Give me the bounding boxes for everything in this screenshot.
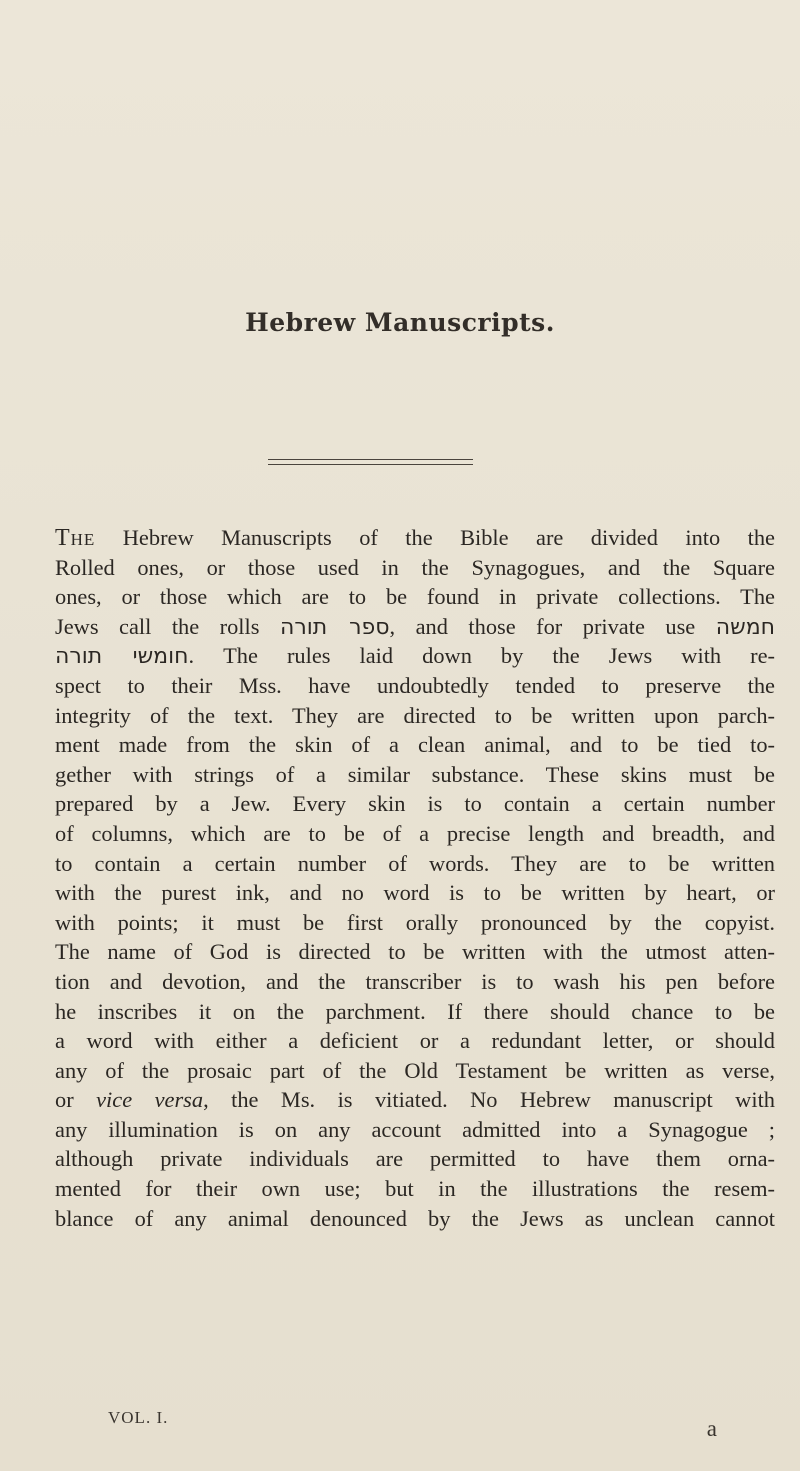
title-rule-lower [268,464,473,465]
page-title: Hebrew Manuscripts. [245,308,555,337]
text-line-2: Rolled ones, or those used in the Synagogues, and the Square [55,554,775,580]
text-line-24: blance of any animal denounced by the Jews as unclean cannot [55,1205,775,1231]
text-line-21: any illumination is on any account admitted into a Synagogue ; [55,1116,775,1142]
text-line-5: חומשי תורה. The rules laid down by the Jews with re- [55,643,775,670]
text-line-3: ones, or those which are to be found in private collections. The [55,584,775,610]
text-line-7: integrity of the text. They are directed to be written upon parch- [55,702,775,728]
text-line-18: a word with either a deficient or a redundant letter, or should [55,1028,775,1054]
text-line-13: with the purest ink, and no word is to be written by heart, or [55,880,775,906]
hebrew-term-sefer-torah: ספר תורה [279,614,390,640]
signature-mark: a [706,1416,718,1441]
italic-phrase: vice versa [96,1087,204,1113]
text-line-12: to contain a certain number of words. They are to be written [55,850,775,876]
drop-word: The [55,525,96,551]
hebrew-term-chumshei-torah: חומשי תורה [55,644,189,670]
text-line-23: mented for their own use; but in the illustrations the resem- [55,1176,775,1202]
text-line-14: with points; it must be first orally pronounced by the copyist. [55,909,775,935]
hebrew-term-chamishah: חמשה [715,614,776,640]
text-line-20: or vice versa, the Ms. is vitiated. No Hebrew manuscript with [55,1087,775,1113]
volume-label: VOL. I. [108,1408,169,1427]
body-text [55,523,775,1233]
text-line-4: Jews call the rolls ספר תורה, and those for private use חמשה [55,613,776,640]
text-line-9: gether with strings of a similar substance. These skins must be [55,761,775,787]
text-line-16: tion and devotion, and the transcriber is to wash his pen before [55,968,775,994]
text-line-15: The name of God is directed to be written with the utmost atten- [55,939,775,965]
text-line-11: of columns, which are to be of a precise length and breadth, and [55,820,775,846]
text-line-22: although private individuals are permitted to have them orna- [55,1146,775,1172]
text-line-10: prepared by a Jew. Every skin is to contain a certain number [55,791,775,817]
text-line-17: he inscribes it on the parchment. If there should chance to be [55,998,775,1024]
text-line-8: ment made from the skin of a clean animal, and to be tied to- [55,732,775,758]
text-line-1: The Hebrew Manuscripts of the Bible are divided into the [55,525,775,551]
text-line-19: any of the prosaic part of the Old Testament be written as verse, [55,1057,775,1083]
text-line-6: spect to their Mss. have undoubtedly tended to preserve the [55,672,775,698]
title-rule-upper [268,459,473,460]
